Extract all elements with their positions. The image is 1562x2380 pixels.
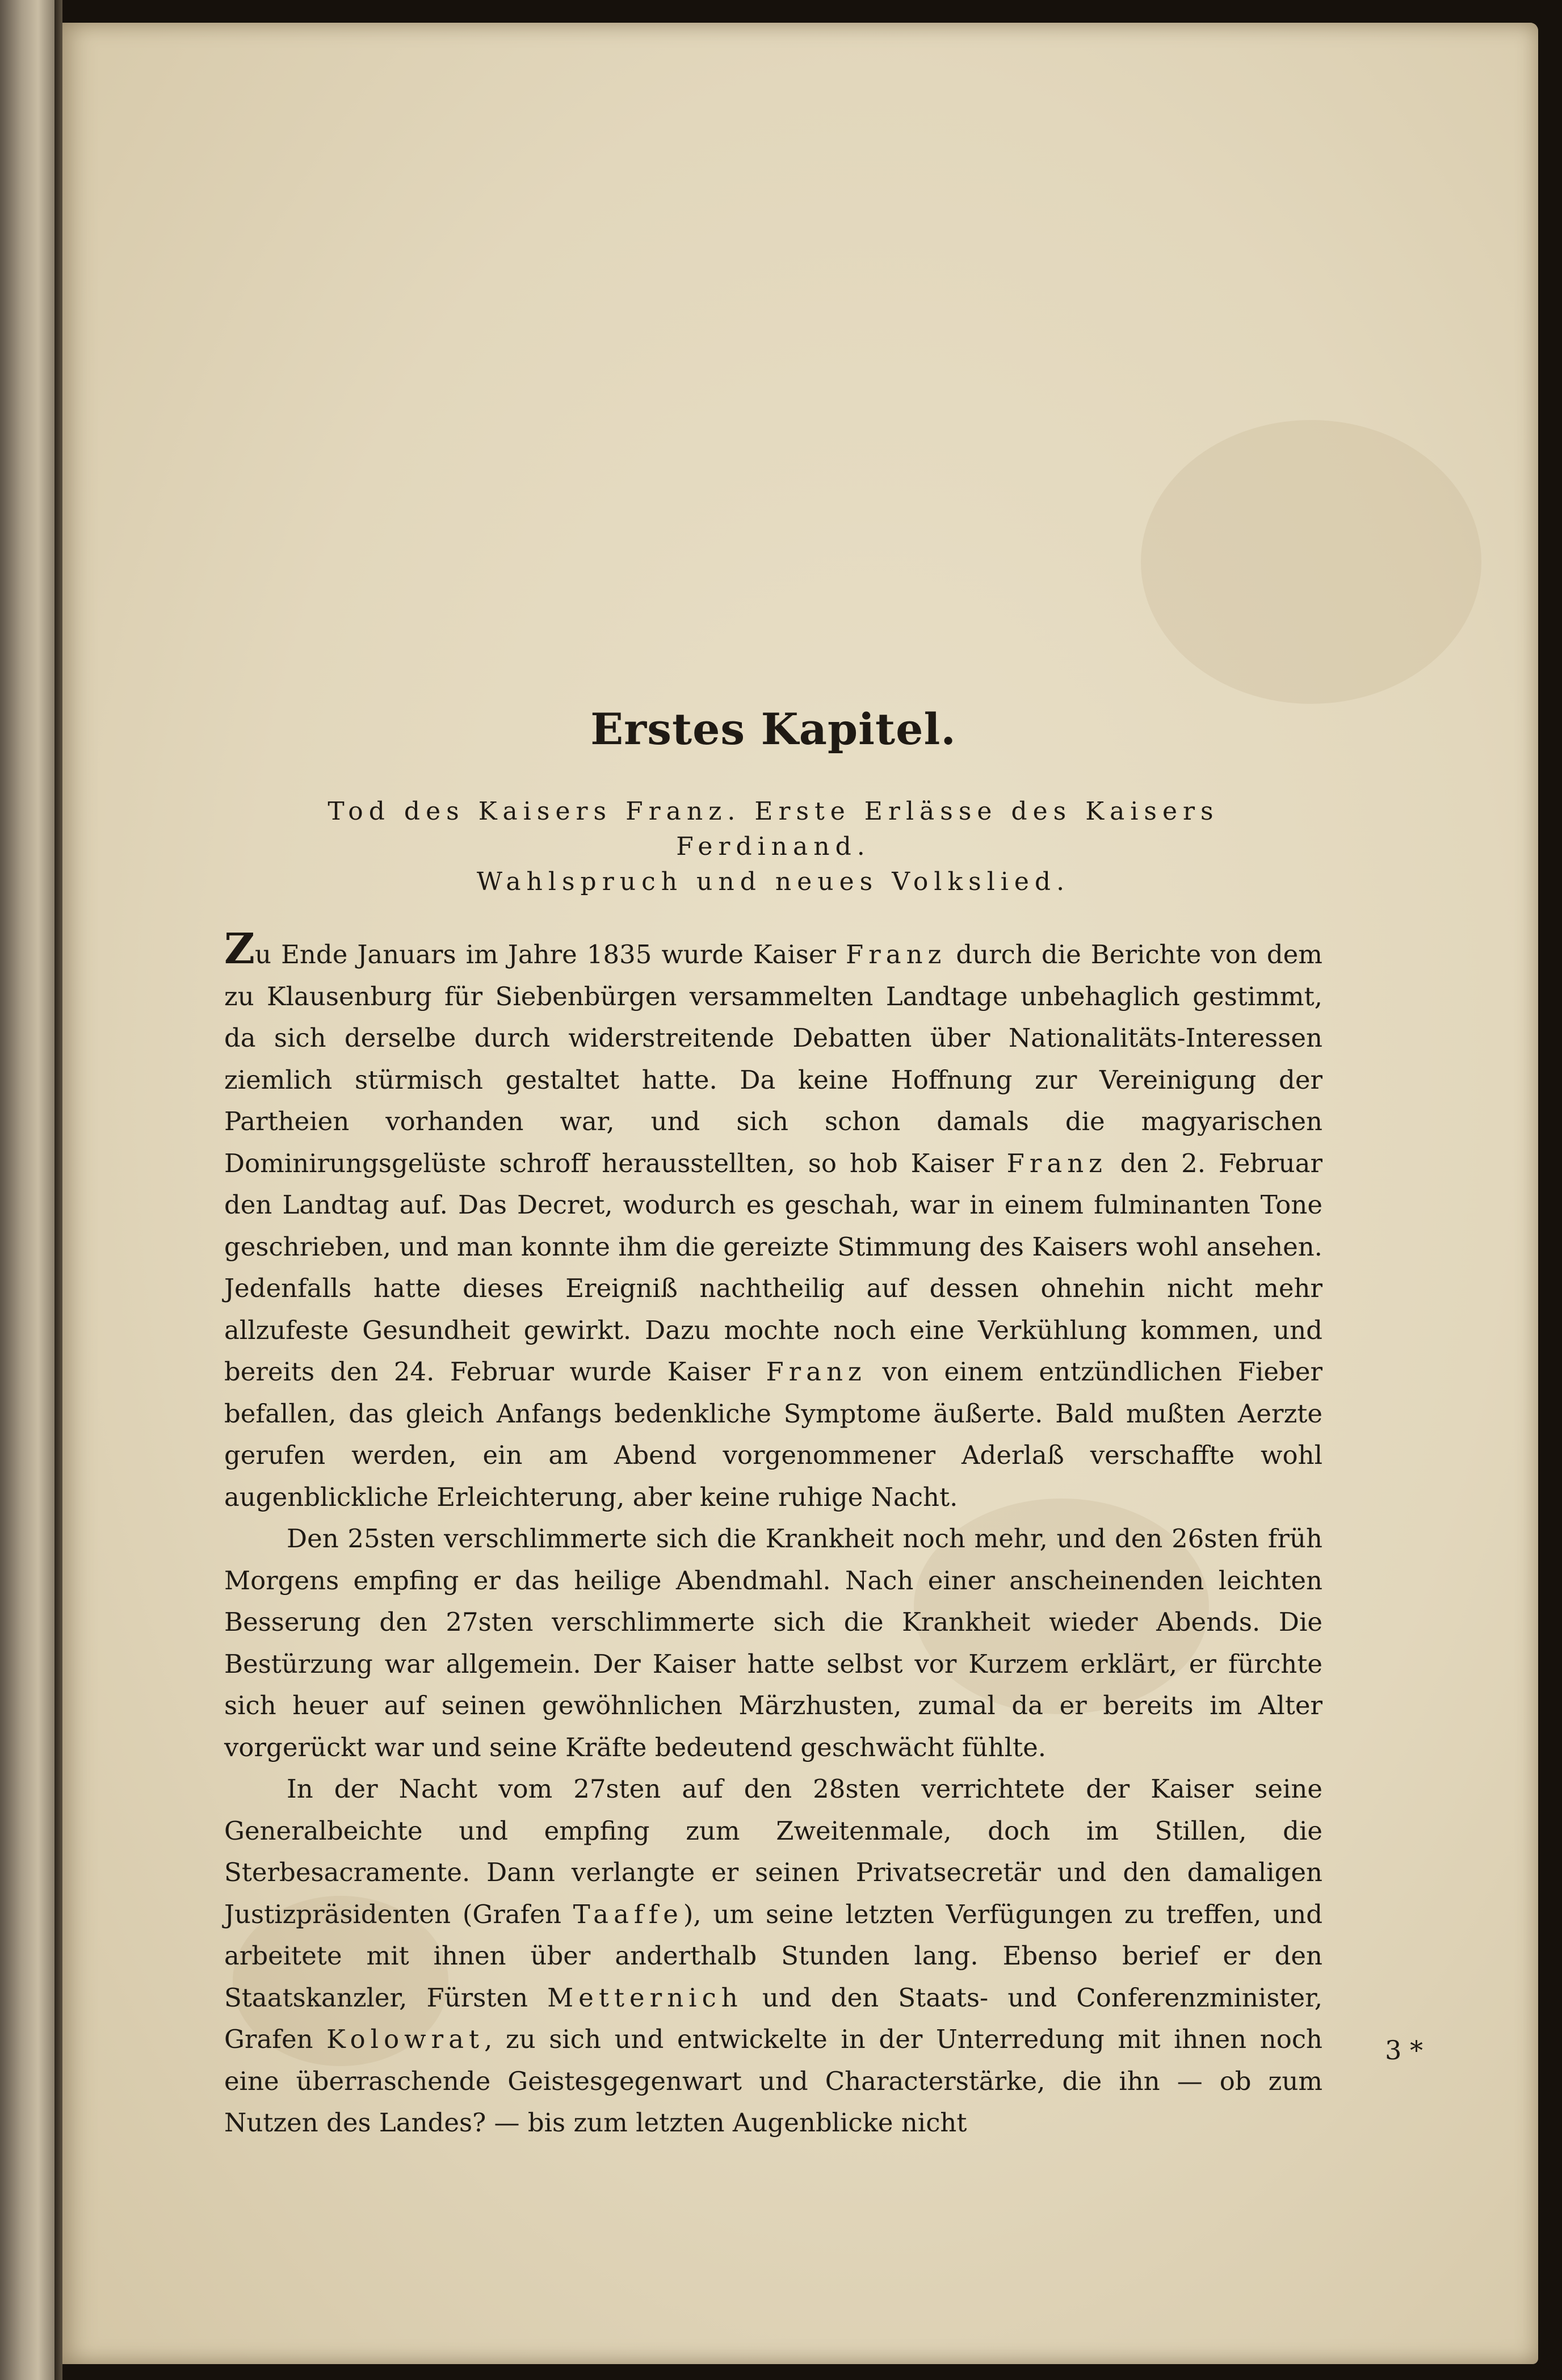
signature-mark: 3 *: [1385, 2035, 1423, 2066]
person-name: Taaffe: [573, 1899, 683, 1929]
body-text: [224, 925, 1323, 2144]
chapter-summary-line: Tod des Kaisers Franz. Erste Erlässe des Kaisers Ferdinand.: [327, 797, 1219, 861]
drop-cap: Z: [224, 925, 255, 973]
person-name: Kolowrat: [326, 2024, 485, 2054]
person-name: Franz: [846, 939, 947, 969]
chapter-summary-line: Wahlspruch und neues Volkslied.: [476, 867, 1070, 896]
person-name: Franz: [766, 1357, 867, 1387]
chapter-summary: [224, 794, 1322, 900]
facing-page-edge: [0, 0, 54, 2380]
paragraph: In der Nacht vom 27sten auf den 28sten verrichtete der Kaiser seine Generalbeichte und empfing zum Zweitenmale, doch im Stillen, die Sterbesacramente. Dann verlangte er seinen Privatsecretär und den damaligen Justizpräsidenten (Grafen Taaffe), um seine letzten Verfügungen zu treffen, und arbeitete mit ihnen über anderthalb Stunden lang. Ebenso berief er den Staatskanzler, Fürsten Metternich und den Staats- und Conferenzminister, Grafen Kolowrat, zu sich und entwickelte in der Unterredung mit ihnen noch eine überraschende Geistesgegenwart und Characterstärke, die ihn — ob zum Nutzen des Landes? — bis zum letzten Augenblicke nicht: [224, 1774, 1323, 2138]
book-spine: [54, 0, 62, 2380]
person-name: Franz: [1006, 1148, 1107, 1178]
paragraph: Zu Ende Januars im Jahre 1835 wurde Kaiser Franz durch die Berichte von dem zu Klausenburg für Siebenbürgen versammelten Landtage unbehaglich gestimmt, da sich derselbe durch widerstreitende Debatten über Nationalitäts-Interessen ziemlich stürmisch gestaltet hatte. Da keine Hoffnung zur Vereinigung der Partheien vorhanden war, und sich schon damals die magyarischen Dominirungsgelüste schroff herausstellten, so hob Kaiser Franz den 2. Februar den Landtag auf. Das Decret, wodurch es geschah, war in einem fulminanten Tone geschrieben, und man konnte ihm die gereizte Stimmung des Kaisers wohl ansehen. Jedenfalls hatte dieses Ereigniß nachtheilig auf dessen ohnehin nicht mehr allzufeste Gesundheit gewirkt. Dazu mochte noch eine Verkühlung kommen, und bereits den 24. Februar wurde Kaiser Franz von einem entzündlichen Fieber befallen, das gleich Anfangs bedenkliche Symptome äußerte. Bald mußten Aerzte gerufen werden, ein am Abend vorgenommener Aderlaß verschaffte wohl augenblickliche Erleichterung, aber keine ruhige Nacht.: [224, 925, 1322, 1512]
paragraph: Den 25sten verschlimmerte sich die Krankheit noch mehr, und den 26sten früh Morgens empfing er das heilige Abendmahl. Nach einer anscheinenden leichten Besserung den 27sten verschlimmerte sich die Krankheit wieder Abends. Die Bestürzung war allgemein. Der Kaiser hatte selbst vor Kurzem erklärt, er fürchte sich heuer auf seinen gewöhnlichen Märzhusten, zumal da er bereits im Alter vorgerückt war und seine Kräfte bedeutend geschwächt fühlte.: [224, 1523, 1322, 1762]
page-text: [224, 704, 1322, 2144]
person-name: Metternich: [547, 1982, 743, 2013]
paper-stain: [1141, 420, 1481, 704]
chapter-title: Erstes Kapitel.: [590, 704, 956, 754]
